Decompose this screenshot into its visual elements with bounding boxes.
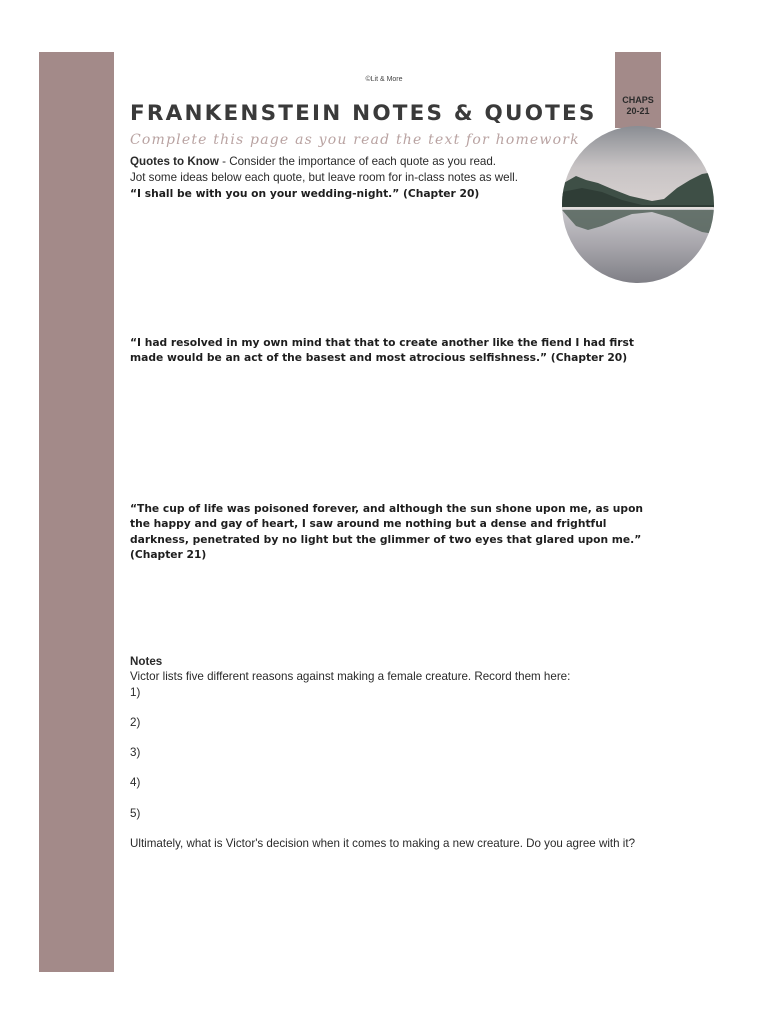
chapters-tab-label: CHAPS — [622, 95, 654, 105]
notes-section — [130, 654, 660, 851]
landscape-image — [562, 126, 714, 283]
reason-3: 3) — [130, 746, 141, 760]
intro-instructions — [130, 154, 570, 185]
quote-3: “The cup of life was poisoned forever, and although the sun shone upon me, as upon the happy and gay of heart, I saw around me nothing but a dense and frightful darkness, penetrated by no light but the glimmer of two eyes that glared upon me.” (Chapter 21) — [130, 502, 644, 561]
chapters-tab-range: 20-21 — [626, 106, 650, 116]
quote-2: “I had resolved in my own mind that that to create another like the fiend I had first made would be an act of the basest and most atrocious selfishness.” (Chapter 20) — [130, 336, 634, 365]
intro-line2: Jot some ideas below each quote, but leave room for in-class notes as well. — [130, 170, 518, 184]
sidebar-decoration — [39, 52, 114, 972]
quote-1: “I shall be with you on your wedding-night.” (Chapter 20) — [130, 187, 480, 200]
notes-prompt: Victor lists five different reasons against making a female creature. Record them here: — [130, 670, 571, 684]
intro-line1: - Consider the importance of each quote as you read. — [218, 155, 497, 168]
final-question: Ultimately, what is Victor's decision when it comes to making a new creature. Do you agree with it? — [130, 837, 636, 851]
reason-5: 5) — [130, 806, 141, 820]
notes-heading: Notes — [130, 655, 163, 668]
page-subtitle: Complete this page as you read the text for homework — [130, 132, 580, 148]
intro-label: Quotes to Know — [130, 155, 219, 168]
chapters-tab — [615, 52, 661, 128]
reason-2: 2) — [130, 715, 141, 729]
page-title: FRANKENSTEIN NOTES & QUOTES — [130, 101, 597, 126]
reason-1: 1) — [130, 685, 141, 699]
reason-4: 4) — [130, 776, 141, 790]
copyright-notice: ©Lit & More — [365, 76, 403, 83]
lake-mountain-photo — [562, 126, 714, 283]
